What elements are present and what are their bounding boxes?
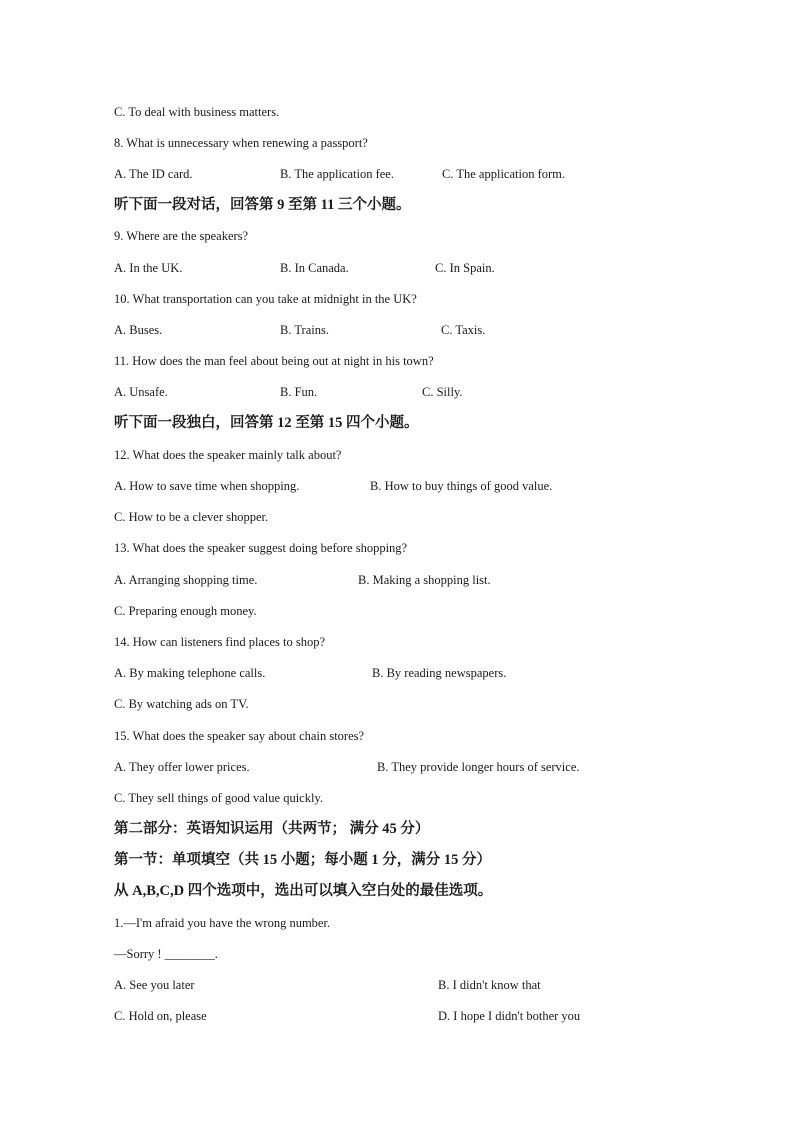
p2q1-option-c: C. Hold on, please [114, 1009, 207, 1023]
q14-option-a: A. By making telephone calls. [114, 666, 266, 680]
q10-option-b: B. Trains. [280, 323, 329, 337]
question-14: 14. How can listeners find places to shop? [114, 635, 326, 649]
q8-option-a: A. The ID card. [114, 167, 193, 181]
question-10: 10. What transportation can you take at midnight in the UK? [114, 292, 417, 306]
q8-option-b: B. The application fee. [280, 167, 394, 181]
question-11: 11. How does the man feel about being out at night in his town? [114, 354, 434, 368]
q15-option-a: A. They offer lower prices. [114, 760, 250, 774]
p2q1-option-d: D. I hope I didn't bother you [438, 1009, 581, 1023]
q15-option-b: B. They provide longer hours of service. [377, 760, 580, 774]
q15-option-c: C. They sell things of good value quickly. [114, 791, 324, 805]
p2-question-1-line-2: —Sorry ! ________. [114, 947, 218, 961]
q13-option-a: A. Arranging shopping time. [114, 573, 258, 587]
p2q1-option-b: B. I didn't know that [438, 978, 541, 992]
q12-option-a: A. How to save time when shopping. [114, 479, 300, 493]
q9-option-a: A. In the UK. [114, 261, 183, 275]
p2q1-option-a: A. See you later [114, 978, 195, 992]
question-9: 9. Where are the speakers? [114, 229, 249, 243]
part-2-title: 第二部分：英语知识运用（共两节； 满分 45 分） [114, 821, 430, 837]
prev-option-c: C. To deal with business matters. [114, 105, 280, 119]
q10-option-a: A. Buses. [114, 323, 163, 337]
question-12: 12. What does the speaker mainly talk about? [114, 448, 342, 462]
question-13: 13. What does the speaker suggest doing before shopping? [114, 541, 408, 555]
q9-option-b: B. In Canada. [280, 261, 349, 275]
q9-option-c: C. In Spain. [435, 261, 495, 275]
q13-option-b: B. Making a shopping list. [358, 573, 491, 587]
question-8: 8. What is unnecessary when renewing a passport? [114, 136, 368, 150]
question-15: 15. What does the speaker say about chain stores? [114, 729, 365, 743]
q11-option-c: C. Silly. [422, 385, 463, 399]
part-2-instruction: 从 A,B,C,D 四个选项中，选出可以填入空白处的最佳选项。 [114, 883, 493, 899]
q12-option-b: B. How to buy things of good value. [370, 479, 553, 493]
q10-option-c: C. Taxis. [441, 323, 486, 337]
p2-question-1-line-1: 1.—I'm afraid you have the wrong number. [114, 916, 331, 930]
q12-option-c: C. How to be a clever shopper. [114, 510, 269, 524]
q11-option-a: A. Unsafe. [114, 385, 168, 399]
q14-option-c: C. By watching ads on TV. [114, 697, 249, 711]
q8-option-c: C. The application form. [442, 167, 566, 181]
q13-option-c: C. Preparing enough money. [114, 604, 257, 618]
q14-option-b: B. By reading newspapers. [372, 666, 507, 680]
part-2-section-1-title: 第一节：单项填空（共 15 小题；每小题 1 分，满分 15 分） [114, 852, 491, 868]
section-heading-9-11: 听下面一段对话，回答第 9 至第 11 三个小题。 [114, 197, 411, 213]
q11-option-b: B. Fun. [280, 385, 318, 399]
section-heading-12-15: 听下面一段独白，回答第 12 至第 15 四个小题。 [114, 415, 419, 431]
